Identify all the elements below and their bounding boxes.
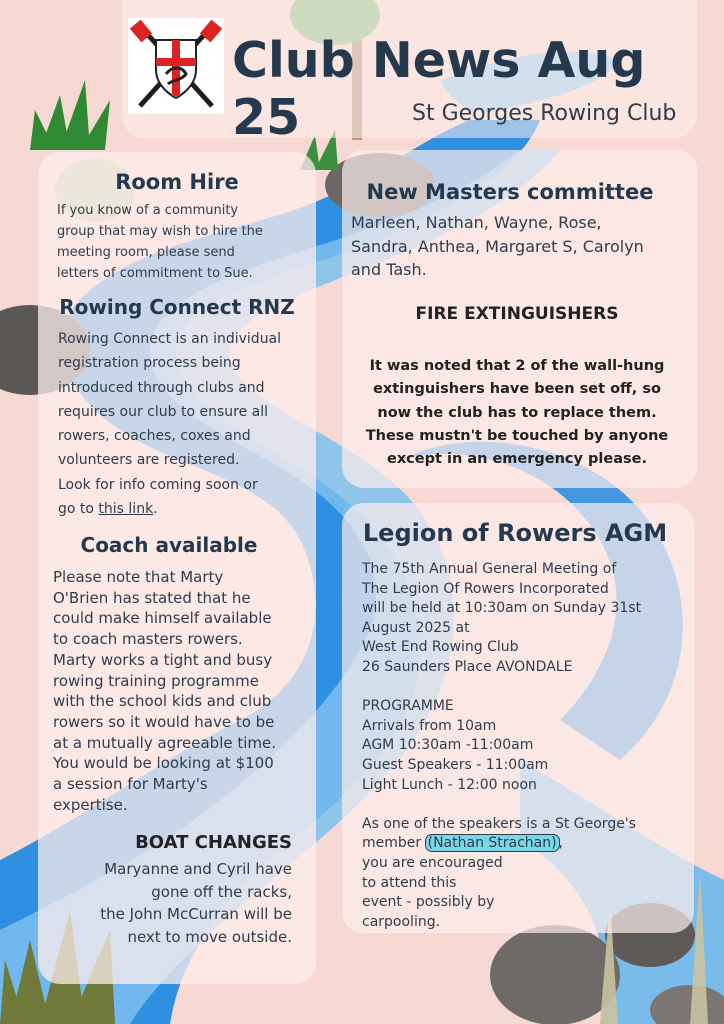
text-line: rowing training programme — [53, 671, 259, 690]
text-line: You would be looking at $100 — [53, 754, 274, 773]
text-line: It was noted that 2 of the wall-hung — [369, 358, 665, 374]
text-line: If you know of a community — [57, 203, 239, 218]
text-line: could make himself available — [53, 609, 272, 628]
text-line: requires our club to ensure all — [58, 403, 268, 420]
text-line: introduced through clubs and — [58, 379, 265, 396]
text-line: O'Brien has stated that he — [53, 588, 251, 607]
speaker-suffix: , — [558, 835, 564, 852]
text-line: Marleen, Nathan, Wayne, Rose, — [351, 213, 602, 232]
coach-heading: Coach available — [80, 533, 258, 557]
text-line: August 2025 at — [362, 619, 470, 636]
link-line — [58, 497, 281, 521]
programme-item: AGM 10:30am -11:00am — [362, 737, 534, 754]
text-line: except in an emergency please. — [387, 451, 647, 468]
room-hire-text — [57, 200, 263, 284]
speaker-name-highlight: (Nathan Strachan) — [427, 835, 557, 852]
rowing-connect-heading: Rowing Connect RNZ — [59, 295, 295, 319]
link-suffix: . — [153, 501, 158, 518]
text-line: gone off the racks, — [151, 882, 292, 901]
text-line: meeting room, please send — [57, 245, 235, 260]
masters-text — [351, 211, 644, 282]
text-line: Sandra, Anthea, Margaret S, Carolyn — [351, 236, 644, 256]
text-line: with the school kids and club — [53, 692, 272, 711]
page-subtitle: St Georges Rowing Club — [412, 101, 677, 126]
rowing-connect-link[interactable]: this link — [98, 501, 154, 518]
speaker-prefix: member — [362, 835, 426, 852]
text-line: The 75th Annual General Meeting of — [362, 561, 617, 577]
club-crest-logo — [128, 18, 224, 114]
text-line: letters of commitment to Sue. — [57, 266, 253, 281]
text-line: extinguishers have been set off, so — [373, 381, 661, 398]
speaker-line — [362, 834, 641, 854]
text-line: As one of the speakers is a St George's — [362, 815, 636, 832]
text-line: to coach masters rowers. — [53, 630, 243, 649]
masters-heading: New Masters committee — [366, 180, 654, 204]
rowing-connect-text — [58, 327, 281, 521]
text-line: Rowing Connect is an individual — [58, 331, 282, 347]
programme-item: Arrivals from 10am — [362, 717, 497, 734]
text-line: expertise. — [53, 795, 128, 814]
text-line: The Legion Of Rowers Incorporated — [362, 580, 609, 597]
text-line: volunteers are registered. — [58, 452, 240, 469]
text-line: These mustn't be touched by anyone — [365, 427, 669, 444]
text-line: rowers, coaches, coxes and — [58, 428, 251, 445]
text-line: registration process being — [58, 355, 241, 372]
text-line: Please note that Marty — [53, 568, 224, 586]
text-line: 26 Saunders Place AVONDALE — [362, 658, 573, 675]
text-line: carpooling. — [362, 913, 441, 930]
text-line: Look for info coming soon or — [58, 476, 258, 493]
club-crest-icon — [128, 18, 224, 114]
text-line: will be held at 10:30am on Sunday 31st — [362, 600, 642, 617]
text-line: Maryanne and Cyril have — [104, 860, 292, 878]
fire-heading: FIRE EXTINGUISHERS — [415, 304, 619, 324]
room-hire-heading: Room Hire — [115, 170, 239, 194]
text-line: a session for Marty's — [53, 775, 208, 794]
text-line: to attend this — [362, 874, 457, 891]
text-line: event - possibly by — [362, 894, 495, 911]
text-line: at a mutually agreeable time. — [53, 733, 277, 752]
programme-title: PROGRAMME — [362, 698, 454, 715]
text-line: group that may wish to hire the — [57, 224, 263, 239]
text-line: next to move outside. — [127, 927, 292, 946]
text-line: the John McCurran will be — [100, 905, 292, 923]
programme-item: Guest Speakers - 11:00am — [362, 756, 549, 773]
programme-item: Light Lunch - 12:00 noon — [362, 776, 537, 793]
coach-text — [53, 567, 276, 815]
agm-text — [362, 560, 641, 932]
agm-heading: Legion of Rowers AGM — [362, 519, 668, 547]
text-line: Marty works a tight and busy — [53, 650, 273, 669]
text-line: West End Rowing Club — [362, 639, 519, 656]
text-line: and Tash. — [351, 260, 427, 279]
text-line: you are encouraged — [362, 854, 503, 871]
fire-text — [342, 355, 692, 471]
link-prefix: go to — [58, 501, 99, 518]
page-title: Club News Aug 25 — [232, 32, 646, 146]
text-line: now the club has to replace them. — [377, 404, 657, 421]
boat-changes-text — [100, 858, 292, 948]
text-line: rowers so it would have to be — [53, 712, 275, 731]
boat-changes-heading: BOAT CHANGES — [135, 832, 292, 853]
